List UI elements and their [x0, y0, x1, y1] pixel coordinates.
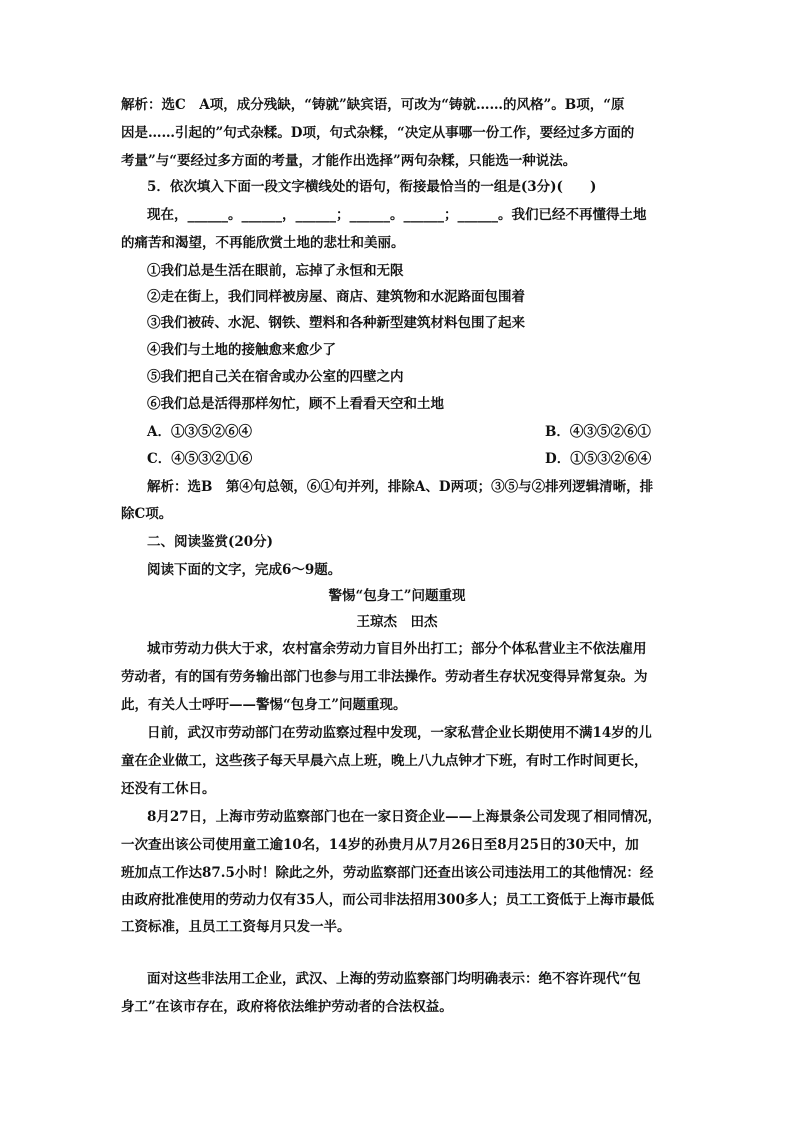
- article-title: 警惕“包身工”问题重现: [328, 588, 466, 604]
- option-d: D．①⑤③②⑥④: [545, 451, 652, 467]
- explanation-q5-line-1: 解析：选B 第④句总领，⑥①句并列，排除A、D两项；③⑤与②排列逻辑清晰，排: [147, 479, 654, 495]
- passage-line-1: 现在，______。______，______；______。______；______。我们已经不再懂得土地: [147, 207, 647, 223]
- options-row-1: [147, 423, 651, 441]
- item-3: ③我们被砖、水泥、钢铁、塑料和各种新型建筑材料包围了起来: [147, 315, 525, 331]
- item-5: ⑤我们把自己关在宿舍或办公室的四壁之内: [147, 369, 404, 385]
- explanation-q5-line-2: 除C项。: [121, 506, 173, 522]
- option-b: B．④③⑤②⑥①: [545, 424, 651, 440]
- passage-line-2: 的痛苦和渴望，不再能欣赏土地的悲壮和美丽。: [121, 235, 405, 251]
- option-c: C．④⑤③②①⑥: [147, 451, 253, 467]
- options-row-2: [147, 450, 652, 468]
- item-1: ①我们总是生活在眼前，忘掉了永恒和无限: [147, 263, 404, 279]
- item-6: ⑥我们总是活得那样匆忙，顾不上看看天空和土地: [147, 396, 444, 412]
- paragraph-3-line-3: 班加点工作达87.5小时！除此之外，劳动监察部门还查出该公司违法用工的其他情况：经: [121, 865, 654, 881]
- paragraph-1-line-1: 城市劳动力供大于求，农村富余劳动力盲目外出打工；部分个体私营业主不依法雇用: [147, 641, 647, 657]
- section-instruction: 阅读下面的文字，完成6～9题。: [147, 562, 342, 578]
- paragraph-3-line-2: 一次查出该公司使用童工逾10名，14岁的孙贵月从7月26日至8月25日的30天中，加: [121, 837, 639, 853]
- paragraph-1-line-2: 劳动者，有的国有劳务输出部门也参与用工非法操作。劳动者生存状况变得异常复杂。为: [121, 669, 648, 685]
- paragraph-4-line-1: 面对这些非法用工企业，武汉、上海的劳动监察部门均明确表示：绝不容许现代“包: [147, 971, 641, 987]
- paragraph-1-line-3: 此，有关人士呼吁——警惕“包身工”问题重现。: [121, 697, 407, 713]
- paragraph-2-line-1: 日前，武汉市劳动部门在劳动监察过程中发现，一家私营企业长期使用不满14岁的儿: [147, 725, 652, 741]
- paragraph-3-line-4: 由政府批准使用的劳动力仅有35人，而公司非法招用300多人；员工工资低于上海市最低: [121, 892, 654, 908]
- explanation-q4-line-2: 因是……引起的”句式杂糅。D项，句式杂糅，“决定从事哪一份工作，要经过多方面的: [121, 125, 635, 141]
- section-heading: 二、阅读鉴赏(20分): [147, 534, 274, 550]
- explanation-q4-line-3: 考量”与“要经过多方面的考量，才能作出选择”两句杂糅，只能选一种说法。: [121, 153, 577, 169]
- option-a: A．①③⑤②⑥④: [147, 424, 252, 440]
- paragraph-4-line-2: 身工”在该市存在，政府将依法维护劳动者的合法权益。: [121, 999, 453, 1015]
- paragraph-2-line-3: 还没有工休日。: [121, 781, 216, 797]
- item-4: ④我们与土地的接触愈来愈少了: [147, 342, 336, 358]
- paragraph-2-line-2: 童在企业做工，这些孩子每天早晨六点上班，晚上八九点钟才下班，有时工作时间更长，: [121, 753, 648, 769]
- paragraph-3-line-5: 工资标准，且员工工资每月只发一半。: [121, 919, 351, 935]
- paragraph-3-line-1: 8月27日，上海市劳动监察部门也在一家日资企业——上海景条公司发现了相同情况，: [147, 809, 662, 825]
- article-authors: 王琼杰 田杰: [356, 614, 438, 630]
- explanation-q4-line-1: 解析：选C A项，成分残缺，“铸就”缺宾语，可改为“铸就……的风格”。B项，“原: [121, 97, 625, 113]
- item-2: ②走在街上，我们同样被房屋、商店、建筑物和水泥路面包围着: [147, 289, 525, 305]
- question-5-stem: 5．依次填入下面一段文字横线处的语句，衔接最恰当的一组是(3分)( ): [147, 179, 597, 195]
